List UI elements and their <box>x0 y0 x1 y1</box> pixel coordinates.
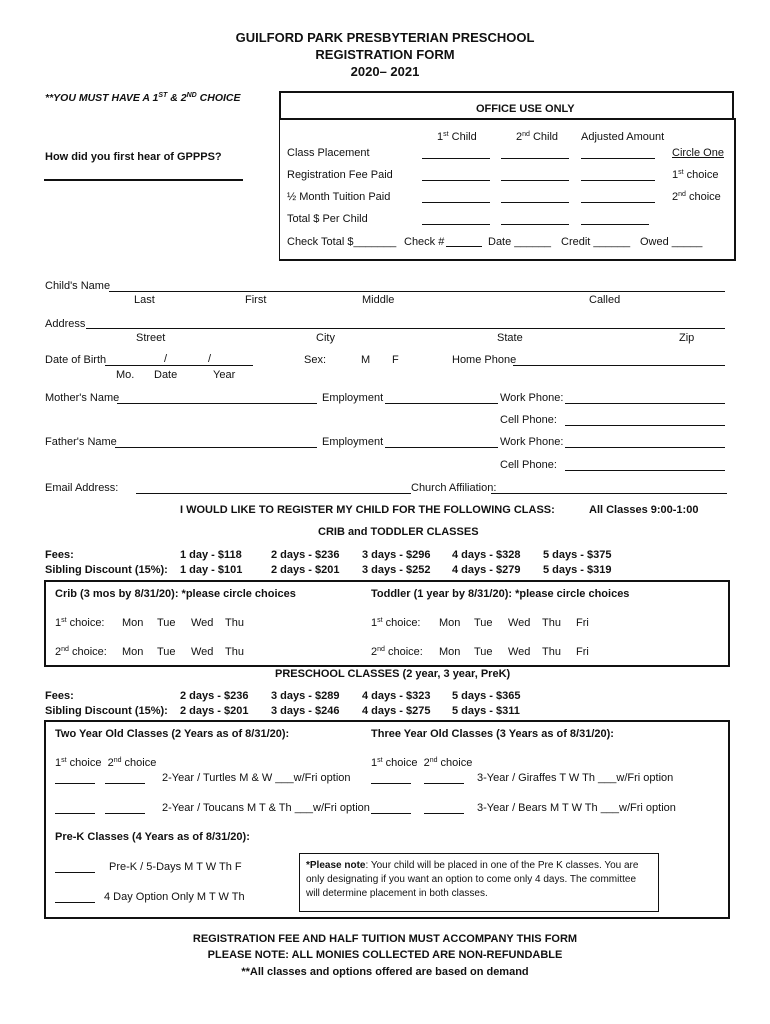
sex-option-m[interactable]: M <box>361 354 371 366</box>
address-street: Street <box>136 332 166 344</box>
toddler-day-option[interactable]: Thu <box>542 617 561 629</box>
hear-about-label: How did you first hear of GPPPS? <box>45 151 222 163</box>
giraffes-first-choice-field[interactable] <box>371 783 411 784</box>
preschool-fee: 4 days - $323 <box>362 690 431 702</box>
child-name-field[interactable] <box>109 291 725 292</box>
address-city: City <box>316 332 335 344</box>
bears-class-label: 3-Year / Bears M T W Th ___w/Fri option <box>477 802 676 814</box>
mother-cell-phone-label: Cell Phone: <box>500 414 557 426</box>
office-field[interactable] <box>422 158 490 159</box>
preschool-sibling-fee: 3 days - $246 <box>271 705 340 717</box>
toddler-second-choice-label: 2nd choice: <box>371 646 423 658</box>
check-number-field[interactable] <box>446 246 482 247</box>
crib-second-choice-label: 2nd choice: <box>55 646 107 658</box>
toddler-first-choice-label: 1st choice: <box>371 617 421 629</box>
preschool-sibling-fee: 4 days - $275 <box>362 705 431 717</box>
hear-about-field[interactable] <box>44 179 243 181</box>
child-name-first: First <box>245 294 267 306</box>
father-cell-phone-field[interactable] <box>565 470 725 471</box>
office-field[interactable] <box>422 224 490 225</box>
prek-4day-label: 4 Day Option Only M T W Th <box>104 891 245 903</box>
toddler-day-option[interactable]: Thu <box>542 646 561 658</box>
two-year-title: Two Year Old Classes (2 Years as of 8/31/20): <box>55 728 290 740</box>
circle-one-label: Circle One <box>672 147 724 159</box>
credit-field[interactable]: Credit ______ <box>561 236 631 248</box>
toddler-day-option[interactable]: Tue <box>474 646 493 658</box>
footer-demand-note: **All classes and options offered are based on demand <box>241 966 529 978</box>
office-field[interactable] <box>581 224 649 225</box>
crib-sibling-fee: 2 days - $201 <box>271 564 340 576</box>
turtles-first-choice-field[interactable] <box>55 783 95 784</box>
office-row-registration-fee: Registration Fee Paid <box>287 169 393 181</box>
office-row-class-placement: Class Placement <box>287 147 370 159</box>
address-zip: Zip <box>679 332 695 344</box>
register-heading: I WOULD LIKE TO REGISTER MY CHILD FOR THE FOLLOWING CLASS: <box>180 504 555 516</box>
crib-day-option[interactable]: Wed <box>191 646 214 658</box>
office-col-adjusted: Adjusted Amount <box>581 131 665 143</box>
sex-label: Sex: <box>304 354 327 366</box>
toddler-day-option[interactable]: Fri <box>576 617 589 629</box>
email-label: Email Address: <box>45 482 119 494</box>
crib-fee: 3 days - $296 <box>362 549 431 561</box>
class-hours: All Classes 9:00-1:00 <box>589 504 699 516</box>
mother-work-phone-field[interactable] <box>565 403 725 404</box>
father-cell-phone-label: Cell Phone: <box>500 459 557 471</box>
dob-slash: / <box>164 353 168 365</box>
crib-fees-label: Fees: <box>45 549 74 561</box>
child-name-label: Child's Name <box>45 280 111 292</box>
giraffes-class-label: 3-Year / Giraffes T W Th ___w/Fri option <box>477 772 674 784</box>
crib-day-option[interactable]: Thu <box>225 617 244 629</box>
crib-toddler-heading: CRIB and TODDLER CLASSES <box>318 526 479 538</box>
dob-slash: / <box>208 353 212 365</box>
owed-field[interactable]: Owed _____ <box>640 236 703 248</box>
child-name-middle: Middle <box>362 294 395 306</box>
office-field[interactable] <box>501 158 569 159</box>
father-work-phone-label: Work Phone: <box>500 436 564 448</box>
mother-employment-label: Employment <box>322 392 384 404</box>
crib-sibling-label: Sibling Discount (15%): <box>45 564 168 576</box>
dob-field[interactable] <box>105 365 253 366</box>
turtles-second-choice-field[interactable] <box>105 783 145 784</box>
toddler-day-option[interactable]: Wed <box>508 617 531 629</box>
crib-sibling-fee: 5 days - $319 <box>543 564 612 576</box>
office-title: OFFICE USE ONLY <box>476 103 575 115</box>
crib-day-option[interactable]: Mon <box>122 617 144 629</box>
preschool-sibling-label: Sibling Discount (15%): <box>45 705 168 717</box>
crib-fee: 4 days - $328 <box>452 549 521 561</box>
crib-sibling-fee: 1 day - $101 <box>180 564 243 576</box>
father-name-label: Father's Name <box>45 436 117 448</box>
preschool-heading: PRESCHOOL CLASSES (2 year, 3 year, PreK) <box>275 668 511 680</box>
office-field[interactable] <box>581 180 655 181</box>
crib-sibling-fee: 3 days - $252 <box>362 564 431 576</box>
office-choice-first[interactable]: 1st choice <box>672 169 719 181</box>
preschool-sibling-fee: 2 days - $201 <box>180 705 249 717</box>
preschool-fee: 5 days - $365 <box>452 690 521 702</box>
toddler-day-option[interactable]: Tue <box>474 617 493 629</box>
toddler-day-option[interactable]: Fri <box>576 646 589 658</box>
office-col-second-child: 2nd Child <box>516 131 559 143</box>
church-affiliation-field[interactable] <box>491 493 727 494</box>
office-field[interactable] <box>501 180 569 181</box>
office-field[interactable] <box>501 224 569 225</box>
choice-requirement-note: **YOU MUST HAVE A 1ST & 2ND CHOICE <box>45 92 241 104</box>
church-affiliation-label: Church Affiliation: <box>411 482 497 494</box>
bears-second-choice-field[interactable] <box>424 813 464 814</box>
dob-date: Date <box>154 369 178 381</box>
child-name-called: Called <box>589 294 621 306</box>
check-number-label: Check # <box>404 236 445 248</box>
crib-day-option[interactable]: Mon <box>122 646 144 658</box>
child-name-last: Last <box>134 294 155 306</box>
toucans-first-choice-field[interactable] <box>55 813 95 814</box>
crib-first-choice-label: 1st choice: <box>55 617 105 629</box>
office-choice-second[interactable]: 2nd choice <box>672 191 721 203</box>
office-field[interactable] <box>501 202 569 203</box>
prek-4day-field[interactable] <box>55 902 95 903</box>
school-year: 2020– 2021 <box>350 64 420 79</box>
preschool-sibling-fee: 5 days - $311 <box>452 705 520 717</box>
preschool-fee: 3 days - $289 <box>271 690 340 702</box>
office-field[interactable] <box>581 158 655 159</box>
mother-name-field[interactable] <box>117 403 317 404</box>
crib-sibling-fee: 4 days - $279 <box>452 564 521 576</box>
toddler-day-option[interactable]: Mon <box>439 646 461 658</box>
three-year-title: Three Year Old Classes (3 Years as of 8/31/20): <box>371 728 614 740</box>
address-field[interactable] <box>86 328 725 329</box>
footer-fee-notice: REGISTRATION FEE AND HALF TUITION MUST ACCOMPANY THIS FORM <box>192 933 578 945</box>
crib-day-option[interactable]: Tue <box>157 617 176 629</box>
father-employment-label: Employment <box>322 436 384 448</box>
three-year-choice-headers: 1st choice 2nd choice <box>371 757 473 769</box>
father-employment-field[interactable] <box>385 447 498 448</box>
office-field[interactable] <box>422 180 490 181</box>
mother-cell-phone-field[interactable] <box>565 425 725 426</box>
toddler-title: Toddler (1 year by 8/31/20): *please circle choices <box>371 588 630 600</box>
prek-note: *Please note: Your child will be placed in one of the Pre K classes. You are only designating if you want an option to come only 4 days. The committee will determine placement in both classes. <box>306 860 639 899</box>
two-year-choice-headers: 1st choice 2nd choice <box>55 757 157 769</box>
toddler-day-option[interactable]: Mon <box>439 617 461 629</box>
dob-year: Year <box>213 369 236 381</box>
crib-fee: 5 days - $375 <box>543 549 612 561</box>
crib-day-option[interactable]: Tue <box>157 646 176 658</box>
date-field[interactable]: Date ______ <box>488 236 551 248</box>
address-label: Address <box>45 318 86 330</box>
office-field[interactable] <box>422 202 490 203</box>
toddler-day-option[interactable]: Wed <box>508 646 531 658</box>
toucans-second-choice-field[interactable] <box>105 813 145 814</box>
office-row-total-per-child: Total $ Per Child <box>287 213 368 225</box>
school-name: GUILFORD PARK PRESBYTERIAN PRESCHOOL <box>235 30 535 45</box>
crib-title: Crib (3 mos by 8/31/20): *please circle choices <box>55 588 296 600</box>
check-total-field[interactable]: Check Total $_______ <box>287 236 397 248</box>
address-state: State <box>497 332 523 344</box>
prek-5day-field[interactable] <box>55 872 95 873</box>
crib-fee: 1 day - $118 <box>180 549 242 561</box>
home-phone-field[interactable] <box>513 365 725 366</box>
crib-day-option[interactable]: Thu <box>225 646 244 658</box>
mother-employment-field[interactable] <box>385 403 498 404</box>
bears-first-choice-field[interactable] <box>371 813 411 814</box>
email-field[interactable] <box>136 493 411 494</box>
mother-name-label: Mother's Name <box>45 392 120 404</box>
mother-work-phone-label: Work Phone: <box>500 392 564 404</box>
prek-title: Pre-K Classes (4 Years as of 8/31/20): <box>55 831 250 843</box>
sex-option-f[interactable]: F <box>392 354 399 366</box>
office-field[interactable] <box>581 202 655 203</box>
father-name-field[interactable] <box>115 447 317 448</box>
preschool-fee: 2 days - $236 <box>180 690 249 702</box>
father-work-phone-field[interactable] <box>565 447 725 448</box>
preschool-fees-label: Fees: <box>45 690 74 702</box>
giraffes-second-choice-field[interactable] <box>424 783 464 784</box>
turtles-class-label: 2-Year / Turtles M & W ___w/Fri option <box>162 772 351 784</box>
home-phone-label: Home Phone <box>452 354 517 366</box>
crib-day-option[interactable]: Wed <box>191 617 214 629</box>
dob-label: Date of Birth <box>45 354 107 366</box>
crib-fee: 2 days - $236 <box>271 549 340 561</box>
form-title: REGISTRATION FORM <box>315 47 455 62</box>
office-row-half-month-tuition: ½ Month Tuition Paid <box>287 191 391 203</box>
toucans-class-label: 2-Year / Toucans M T & Th ___w/Fri option <box>162 802 370 814</box>
footer-nonrefundable: PLEASE NOTE: ALL MONIES COLLECTED ARE NON-REFUNDABLE <box>207 949 563 961</box>
prek-5day-label: Pre-K / 5-Days M T W Th F <box>109 861 242 873</box>
dob-month: Mo. <box>116 369 135 381</box>
office-col-first-child: 1st Child <box>437 131 477 143</box>
